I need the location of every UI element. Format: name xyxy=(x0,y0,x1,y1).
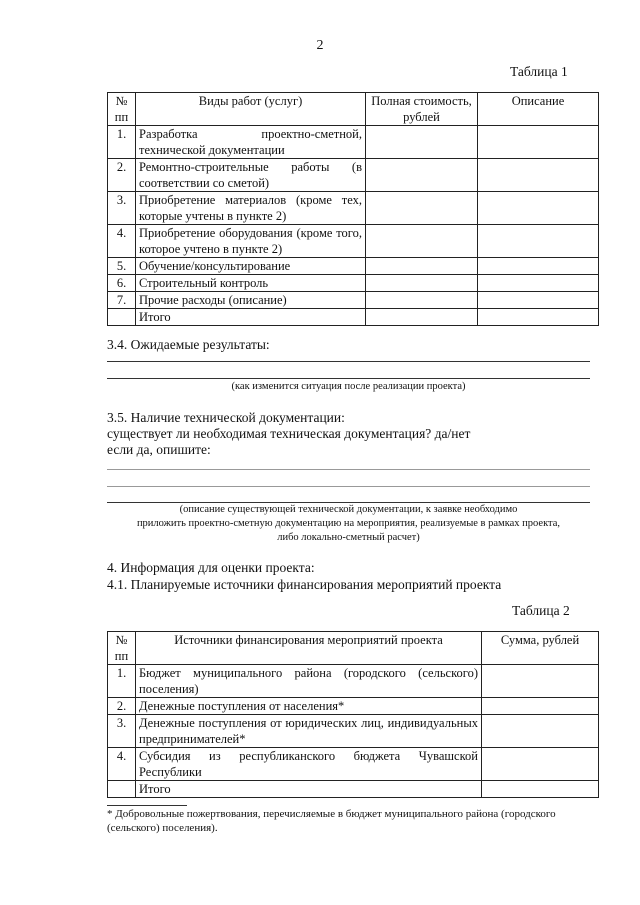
row-desc-cell[interactable] xyxy=(478,292,599,309)
table-row xyxy=(108,258,599,275)
section-3-5-note-2: приложить проектно-сметную документацию на мероприятия, реализуемые в рамках проекта, xyxy=(136,518,561,529)
page-number: 2 xyxy=(316,38,324,53)
work-types-table xyxy=(107,92,599,326)
table-row xyxy=(108,192,599,225)
table-row xyxy=(108,159,599,192)
row-num: 4. xyxy=(108,225,136,258)
row-sum-cell[interactable] xyxy=(482,715,599,748)
table-row xyxy=(108,225,599,258)
row-num: 5. xyxy=(108,258,136,275)
total-sum-cell[interactable] xyxy=(482,781,599,798)
answer-line[interactable] xyxy=(107,378,590,379)
answer-line[interactable] xyxy=(107,469,590,470)
row-cost-cell[interactable] xyxy=(366,292,478,309)
table-row xyxy=(108,698,599,715)
table-header-row xyxy=(108,632,599,665)
row-num: 1. xyxy=(108,126,136,159)
section-4-1-title: 4.1. Планируемые источники финансирования мероприятий проекта xyxy=(107,577,502,592)
funding-sources-table xyxy=(107,631,599,798)
section-4-title: 4. Информация для оценки проекта: xyxy=(107,560,315,575)
row-desc-cell[interactable] xyxy=(478,225,599,258)
row-cost-cell[interactable] xyxy=(366,258,478,275)
row-num: 2. xyxy=(108,698,136,715)
row-num: 3. xyxy=(108,715,136,748)
section-3-4-title: 3.4. Ожидаемые результаты: xyxy=(107,337,270,352)
footnote: * Добровольные пожертвования, перечисляемые в бюджет муниципального района (городского (сельского) поселения). xyxy=(107,808,556,834)
row-cost-cell[interactable] xyxy=(366,192,478,225)
row-num: 1. xyxy=(108,665,136,698)
header-num: № пп xyxy=(108,632,136,665)
row-text: Приобретение оборудования (кроме того, которое учтено в пункте 2) xyxy=(136,225,366,258)
answer-line[interactable] xyxy=(107,361,590,362)
table-row xyxy=(108,275,599,292)
row-text: Бюджет муниципального района (городского (сельского) поселения) xyxy=(136,665,482,698)
table-row xyxy=(108,665,599,698)
row-desc-cell[interactable] xyxy=(478,126,599,159)
table-total-row xyxy=(108,309,599,326)
table-row xyxy=(108,748,599,781)
row-num: 6. xyxy=(108,275,136,292)
row-num: 4. xyxy=(108,748,136,781)
section-3-5-note-1: (описание существующей технической документации, к заявке необходимо xyxy=(179,504,518,515)
answer-line[interactable] xyxy=(107,486,590,487)
row-num: 3. xyxy=(108,192,136,225)
row-text: Приобретение материалов (кроме тех, которые учтены в пункте 2) xyxy=(136,192,366,225)
row-text: Денежные поступления от юридических лиц, индивидуальных предпринимателей* xyxy=(136,715,482,748)
row-cost-cell[interactable] xyxy=(366,126,478,159)
row-text: Денежные поступления от населения* xyxy=(136,698,482,715)
table-total-row xyxy=(108,781,599,798)
header-desc: Описание xyxy=(478,93,599,126)
row-desc-cell[interactable] xyxy=(478,258,599,275)
row-sum-cell[interactable] xyxy=(482,698,599,715)
header-source: Источники финансирования мероприятий проекта xyxy=(136,632,482,665)
total-desc-cell[interactable] xyxy=(478,309,599,326)
row-text: Итого xyxy=(136,309,366,326)
header-cost: Полная стоимость, рублей xyxy=(366,93,478,126)
header-sum: Сумма, рублей xyxy=(482,632,599,665)
row-cost-cell[interactable] xyxy=(366,159,478,192)
table-row xyxy=(108,292,599,309)
table-header-row xyxy=(108,93,599,126)
total-cost-cell[interactable] xyxy=(366,309,478,326)
row-text: Ремонтно-строительные работы (в соответствии со сметой) xyxy=(136,159,366,192)
row-cost-cell[interactable] xyxy=(366,275,478,292)
section-3-4-note: (как изменится ситуация после реализации проекта) xyxy=(231,381,466,392)
section-3-5-title: 3.5. Наличие технической документации: xyxy=(107,410,345,425)
row-sum-cell[interactable] xyxy=(482,665,599,698)
row-text: Прочие расходы (описание) xyxy=(136,292,366,309)
header-num: № пп xyxy=(108,93,136,126)
row-desc-cell[interactable] xyxy=(478,275,599,292)
row-num xyxy=(108,309,136,326)
row-num xyxy=(108,781,136,798)
table2-caption: Таблица 2 xyxy=(512,603,570,618)
row-text: Итого xyxy=(136,781,482,798)
row-num: 7. xyxy=(108,292,136,309)
section-3-5-question: существует ли необходимая техническая документация? да/нет xyxy=(107,426,471,441)
section-3-5-if-yes: если да, опишите: xyxy=(107,442,211,457)
row-text: Разработка проектно-сметной, технической документации xyxy=(136,126,366,159)
row-text: Субсидия из республиканского бюджета Чувашской Республики xyxy=(136,748,482,781)
table-row xyxy=(108,715,599,748)
footnote-separator xyxy=(107,805,187,806)
row-sum-cell[interactable] xyxy=(482,748,599,781)
row-desc-cell[interactable] xyxy=(478,192,599,225)
table-row xyxy=(108,126,599,159)
header-work: Виды работ (услуг) xyxy=(136,93,366,126)
table1-caption: Таблица 1 xyxy=(510,64,568,79)
row-num: 2. xyxy=(108,159,136,192)
section-3-5-note-3: либо локально-сметный расчет) xyxy=(277,532,420,543)
row-text: Обучение/консультирование xyxy=(136,258,366,275)
row-text: Строительный контроль xyxy=(136,275,366,292)
row-desc-cell[interactable] xyxy=(478,159,599,192)
row-cost-cell[interactable] xyxy=(366,225,478,258)
